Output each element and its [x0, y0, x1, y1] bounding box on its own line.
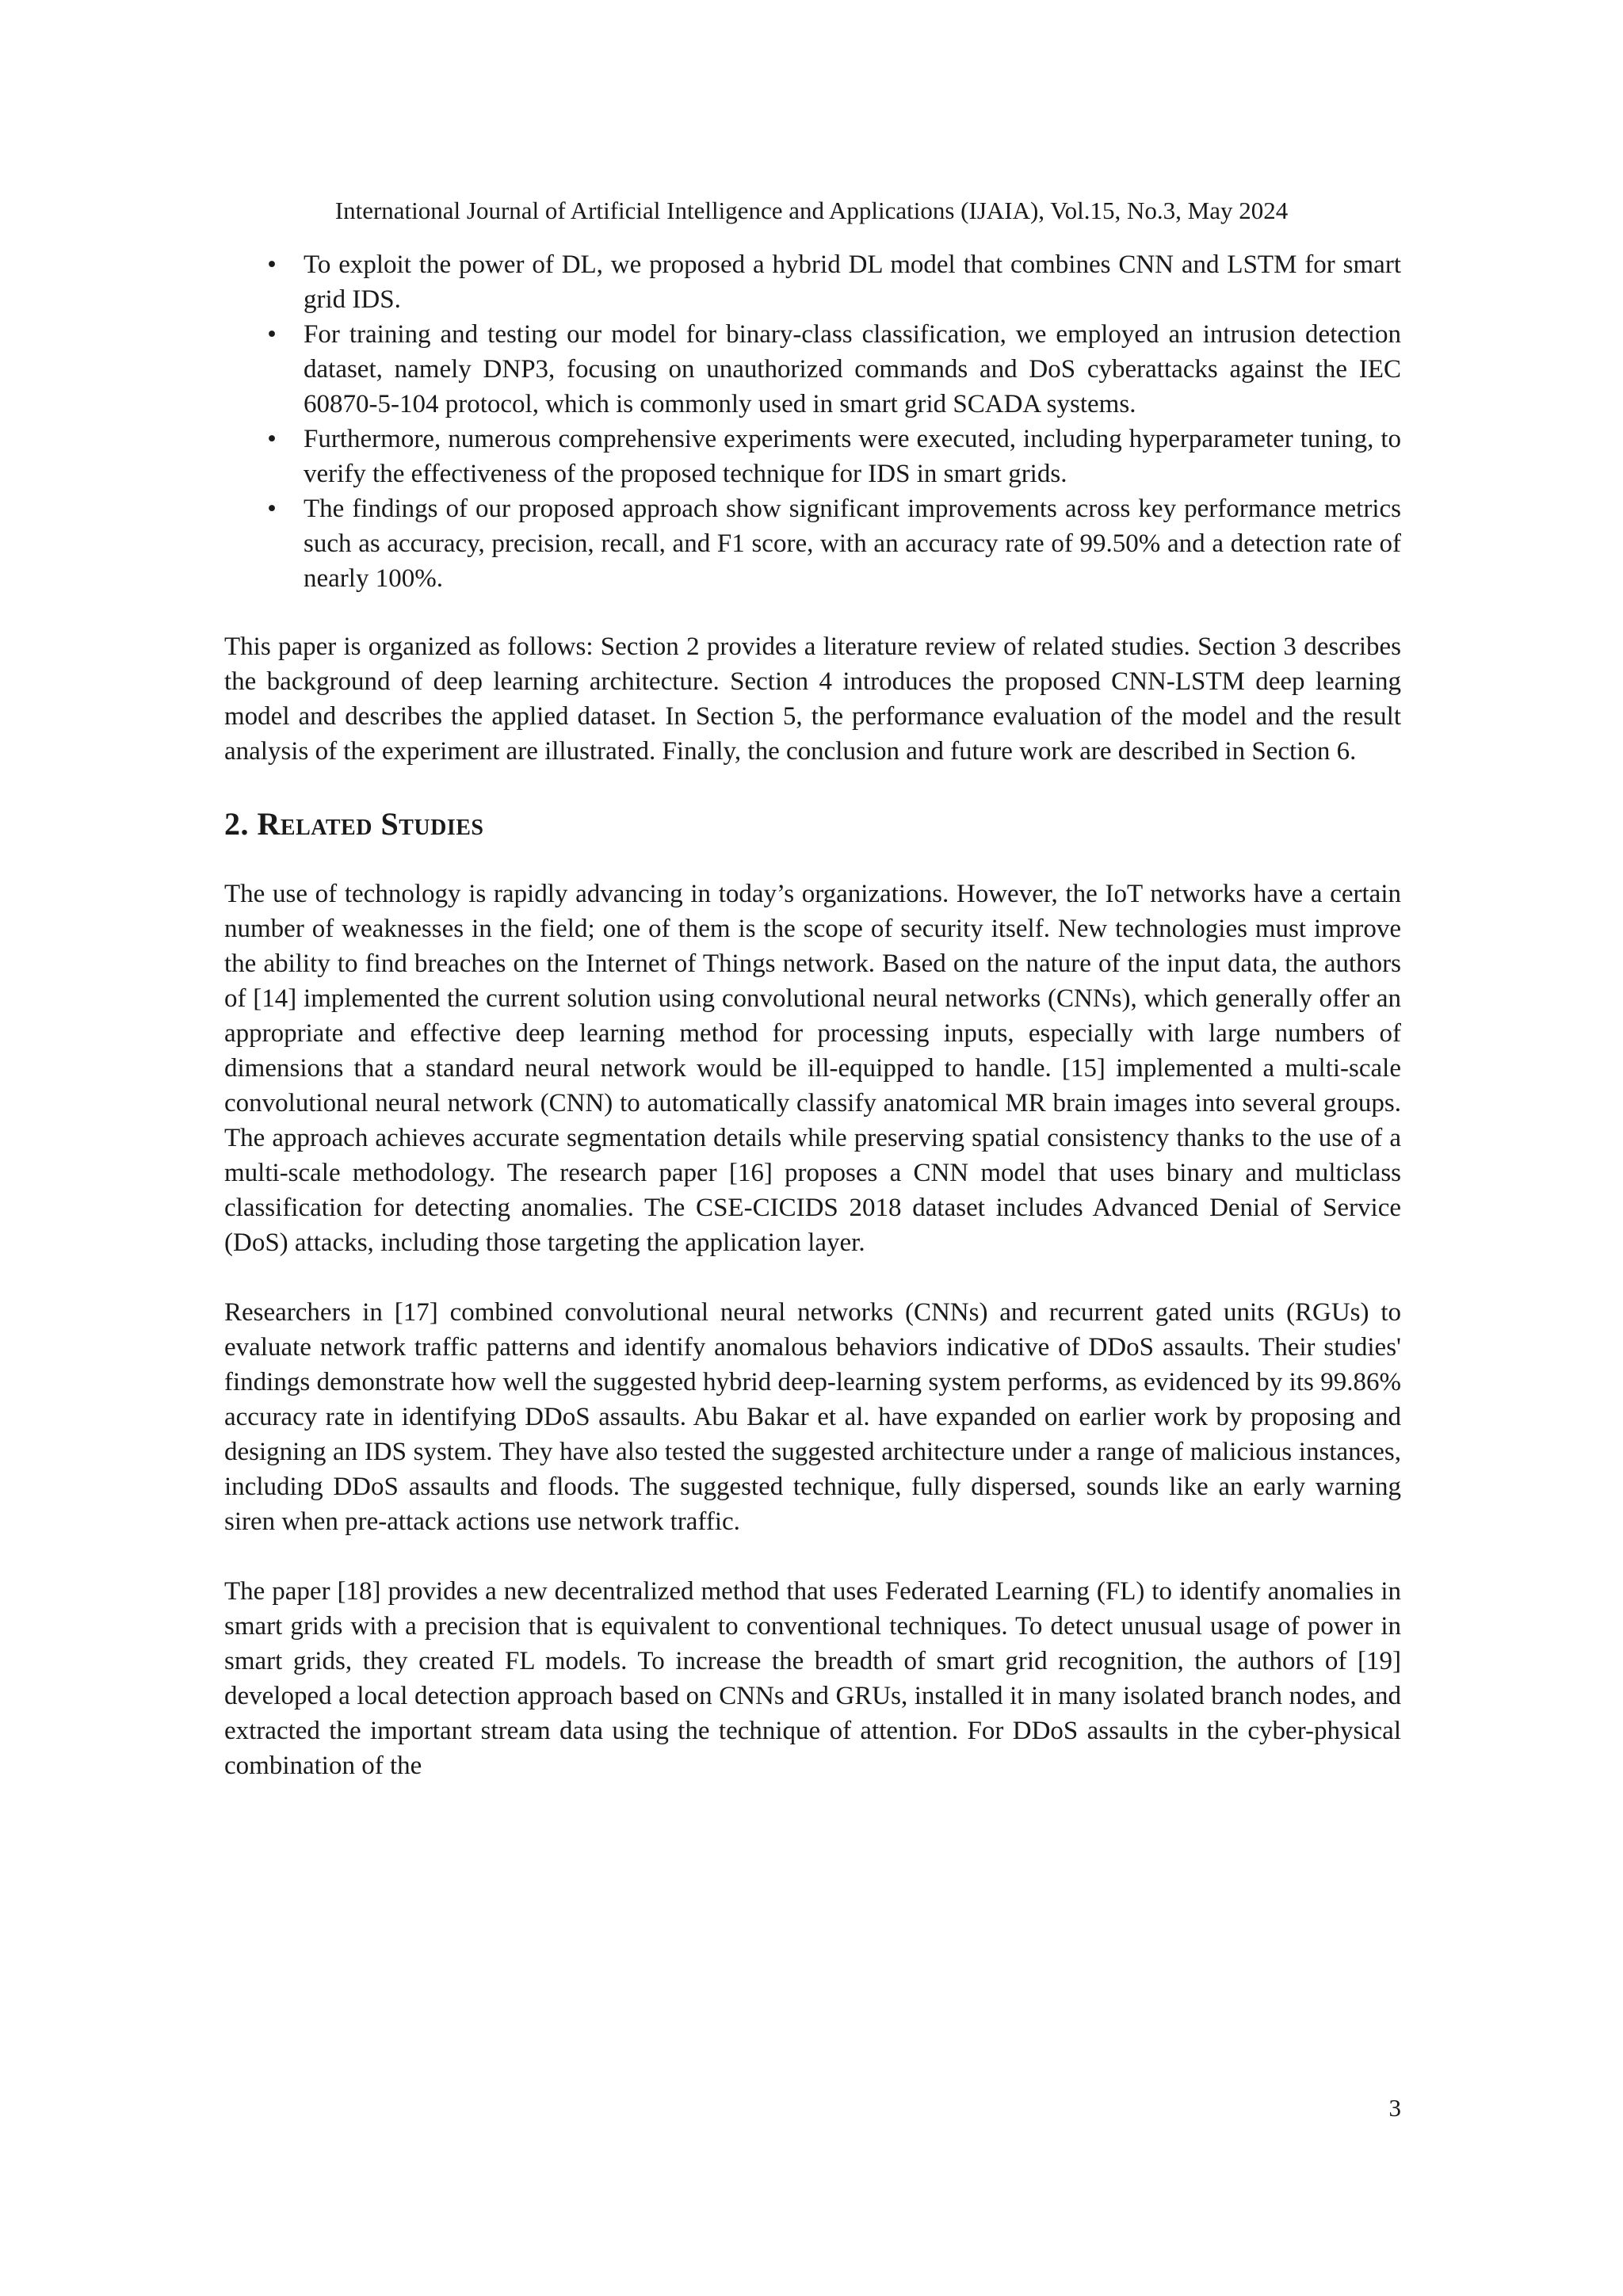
body-paragraph: The paper [18] provides a new decentralized method that uses Federated Learning (FL) to identify anomalies in smart grids with a precision that is equivalent to conventional techniques. To detect unusual usage of power in smart grids, they created FL models. To increase the breadth of smart grid recognition, the authors of [19] developed a local detection approach based on CNNs and GRUs, installed it in many isolated branch nodes, and extracted the important stream data using the technique of attention. For DDoS assaults in the cyber-physical combination of the — [224, 1577, 1401, 1780]
contribution-text: For training and testing our model for binary-class classification, we employed an intrusion detection dataset, namely DNP3, focusing on unauthorized commands and DoS cyberattacks against the IEC 60870-5-104 protocol, which is commonly used in smart grid SCADA systems. — [304, 320, 1401, 418]
section-heading: 2. Related Studies — [224, 806, 484, 842]
bullet-icon: • — [267, 425, 277, 453]
contribution-item — [267, 247, 1401, 317]
bullet-icon: • — [267, 495, 277, 523]
contribution-item — [267, 491, 1401, 596]
bullet-icon: • — [267, 250, 277, 279]
contributions-list — [224, 247, 1401, 596]
page-number: 3 — [1388, 2094, 1401, 2122]
organization-paragraph: This paper is organized as follows: Section 2 provides a literature review of related studies. Section 3 describes the background of deep learning architecture. Section 4 introduces the proposed CNN-LSTM deep learning model and describes the applied dataset. In Section 5, the performance evaluation of the model and the result analysis of the experiment are illustrated. Finally, the conclusion and future work are described in Section 6. — [224, 632, 1401, 766]
bullet-icon: • — [267, 320, 277, 349]
running-header: International Journal of Artificial Intelligence and Applications (IJAIA), Vol.15, No.3, May 2024 — [334, 197, 1289, 224]
contribution-item — [267, 317, 1401, 422]
contribution-text: Furthermore, numerous comprehensive experiments were executed, including hyperparameter tuning, to verify the effectiveness of the proposed technique for IDS in smart grids. — [304, 425, 1401, 488]
body-paragraph: The use of technology is rapidly advancing in today’s organizations. However, the IoT networks have a certain number of weaknesses in the field; one of them is the scope of security itself. New technologies must improve the ability to find breaches on the Internet of Things network. Based on the nature of the input data, the authors of [14] implemented the current solution using convolutional neural networks (CNNs), which generally offer an appropriate and effective deep learning method for processing inputs, especially with large numbers of dimensions that a standard neural network would be ill-equipped to handle. [15] implemented a multi-scale convolutional neural network (CNN) to automatically classify anatomical MR brain images into several groups. The approach achieves accurate segmentation details while preserving spatial consistency thanks to the use of a multi-scale methodology. The research paper [16] proposes a CNN model that uses binary and multiclass classification for detecting anomalies. The CSE-CICIDS 2018 dataset includes Advanced Denial of Service (DoS) attacks, including those targeting the application layer. — [224, 880, 1401, 1257]
contribution-item — [267, 422, 1401, 491]
page-content — [224, 247, 1401, 1783]
contribution-text: The findings of our proposed approach show significant improvements across key performance metrics such as accuracy, precision, recall, and F1 score, with an accuracy rate of 99.50% and a detection rate of nearly 100%. — [304, 495, 1401, 593]
body-paragraph: Researchers in [17] combined convolutional neural networks (CNNs) and recurrent gated units (RGUs) to evaluate network traffic patterns and identify anomalous behaviors indicative of DDoS assaults. Their studies' findings demonstrate how well the suggested hybrid deep-learning system performs, as evidenced by its 99.86% accuracy rate in identifying DDoS assaults. Abu Bakar et al. have expanded on earlier work by proposing and designing an IDS system. They have also tested the suggested architecture under a range of malicious instances, including DDoS assaults and floods. The suggested technique, fully dispersed, sounds like an early warning siren when pre-attack actions use network traffic. — [224, 1298, 1401, 1536]
contribution-text: To exploit the power of DL, we proposed a hybrid DL model that combines CNN and LSTM for smart grid IDS. — [304, 250, 1401, 314]
